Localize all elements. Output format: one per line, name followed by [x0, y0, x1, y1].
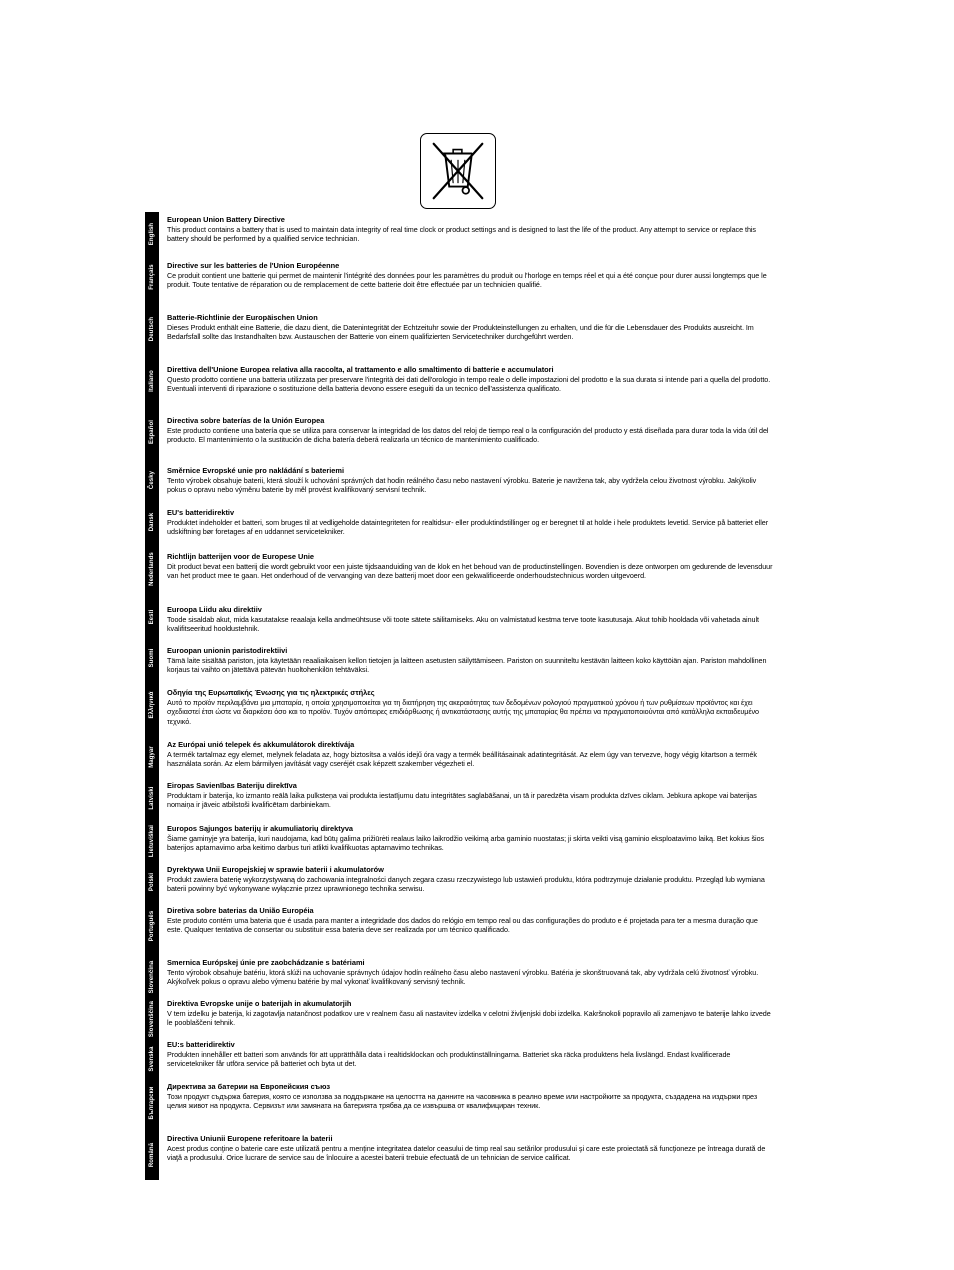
section-text: Toode sisaldab akut, mida kasutatakse reaalaja kella andmeühtsuse või toote sätete säilitamiseks. Aku on valmistatud kestma terve toote kasutusaja. Akut tohib hooldada või vahetada ainult kvalifitseeritud hooldustehnik.: [167, 614, 759, 634]
section-text: Este produto contém uma bateria que é usada para manter a integridade dos dados do relógio em tempo real ou das configurações do produto e é projetada para ter a mesma duração que este. Qualquer tentativa de consertar ou substituir essa bateria deve ser realizada por um técnico qualificado.: [167, 915, 758, 935]
section-text: This product contains a battery that is used to maintain data integrity of real time clock or product settings and is designed to last the life of the product. Any attempt to service or replace this battery should be performed by a qualified service technician.: [167, 224, 756, 244]
language-label: Suomi: [149, 648, 155, 668]
directive-section: [167, 313, 773, 342]
language-label: Slovenščina: [149, 1000, 155, 1038]
directive-section: [167, 740, 773, 769]
section-title: Οδηγία της Ευρωπαϊκής Ένωσης για τις ηλεκτρικές στήλες: [167, 688, 375, 697]
section-title: EU:s batteridirektiv: [167, 1040, 235, 1049]
section-text: Este producto contiene una batería que se utiliza para conservar la integridad de los datos del reloj de tiempo real o la configuración del producto y está diseñada para durar toda la vida útil del producto. El mantenimiento o la sustitución de dicha batería deberá realizarla un técnico de mantenimiento cualificado.: [167, 425, 769, 445]
language-label: Magyar: [149, 746, 155, 768]
section-text: Produktam ir baterija, ko izmanto reālā laika pulksteņa vai produkta iestatījumu datu integritātes saglabāšanai, un tā ir paredzēta visam produkta dzīves ciklam. Jebkura apkope vai baterijas nomaiņa ir jāveic atbilstoši kvalificētam darbiniekam.: [167, 790, 757, 810]
section-text: Tento výrobek obsahuje baterii, která slouží k uchování správných dat hodin reálného času nebo nastavení výrobku. Baterie je navržena tak, aby vydržela celou životnost výrobku. Jakýkoliv pokus o opravu nebo výměnu baterie by měl provést kvalifikovaný servisní technik.: [167, 475, 757, 495]
section-text: Šiame gaminyje yra baterija, kuri naudojama, kad būtų galima prižiūrėti realaus laiko laikrodžio veikimą arba gaminio nuostatas; ji skirta veikti visą gaminio eksploatavimo laiką. Bet kokius šios baterijos aptarnavimo arba keitimo darbus turi atlikti kvalifikuotas aptarnavimo technikas.: [167, 833, 765, 853]
language-label: Română: [149, 1142, 155, 1168]
section-title: Directiva sobre baterías de la Unión Europea: [167, 416, 325, 425]
language-label: Español: [149, 419, 155, 445]
language-label: Ελληνικά: [149, 691, 155, 719]
directive-section: [167, 261, 773, 290]
language-label: Português: [149, 910, 155, 942]
section-title: Richtlijn batterijen voor de Europese Unie: [167, 552, 315, 561]
section-title: Euroopan unionin paristodirektiivi: [167, 646, 288, 655]
section-text: Този продукт съдържа батерия, която се използва за поддържане на целостта на данните на часовника в реално време или настройките за продукта, създадена на издържи през целия живот на продукта. Сервизът или замяната на батерията трябва да се извършва от квалифициран техник.: [167, 1091, 758, 1111]
language-label: Nederlands: [149, 552, 155, 586]
directive-section: [167, 906, 773, 935]
directive-section: [167, 605, 773, 634]
directive-section: [167, 958, 773, 987]
language-label: Deutsch: [149, 316, 155, 342]
directive-section: [167, 215, 773, 244]
language-label: Česky: [149, 470, 155, 490]
section-text: V tem izdelku je baterija, ki zagotavlja natančnost podatkov ure v realnem času ali nastavitev izdelka v celotni življenjski dobi izdelka. Kakršnokoli popravilo ali zamenjavo te baterije lahko izvede le pooblaščeni tehnik.: [167, 1008, 771, 1028]
directive-section: [167, 1040, 773, 1069]
directive-section: [167, 999, 773, 1028]
section-title: EU's batteridirektiv: [167, 508, 235, 517]
section-title: Batterie-Richtlinie der Europäischen Union: [167, 313, 318, 322]
language-label: Lietuviškai: [149, 824, 155, 858]
directive-section: [167, 1134, 773, 1163]
section-title: Smernica Európskej únie pre zaobchádzanie s batériami: [167, 958, 365, 967]
section-title: Directive sur les batteries de l'Union Européenne: [167, 261, 340, 270]
directive-section: [167, 508, 773, 537]
section-text: Tämä laite sisältää pariston, jota käytetään reaaliaikaisen kellon tietojen ja laitteen asetusten säilyttämiseen. Pariston on suunniteltu kestävän laitteen koko käyttöiän ajan. Pariston mahdollinen korjaus tai vaihto on jätettävä pätevän huoltohenkilön tehtäväksi.: [167, 655, 767, 675]
section-text: Tento výrobok obsahuje batériu, ktorá slúži na uchovanie správnych údajov hodín reálneho času alebo nastavení výrobku. Batéria je skonštruovaná tak, aby vydržala celú životnosť výrobku. Akýkoľvek pokus o opravu alebo výmenu batérie by mal vykonať kvalifikovaný servisný technik.: [167, 967, 759, 987]
section-title: Az Európai unió telepek és akkumulátorok direktívája: [167, 740, 355, 749]
section-title: Eiropas Savienības Bateriju direktīva: [167, 781, 297, 790]
weee-logo: [420, 133, 496, 209]
language-label: Italiano: [149, 370, 155, 392]
language-label: Français: [149, 264, 155, 290]
language-sidebar: [145, 212, 159, 1180]
language-label: Dansk: [149, 512, 155, 532]
section-text: Questo prodotto contiene una batteria utilizzata per preservare l'integrità dei dati dell'orologio in tempo reale o delle impostazioni del prodotto e la sua durata si intende pari a quella del prodotto. Eventuali interventi di riparazione o sostituzione della batteria devono essere eseguiti da un tecnico dell'assistenza qualificato.: [167, 374, 771, 394]
language-label: Svenska: [149, 1046, 155, 1072]
directive-section: [167, 646, 773, 675]
section-title: Direttiva dell'Unione Europea relativa alla raccolta, al trattamento e allo smaltimento di batterie e accumulatori: [167, 365, 554, 374]
section-title: Europos Sąjungos baterijų ir akumuliatorių direktyva: [167, 824, 354, 833]
section-title: Direktiva Evropske unije o baterijah in akumulatorjih: [167, 999, 352, 1008]
section-text: Ce produit contient une batterie qui permet de maintenir l'intégrité des données pour les paramètres du produit ou l'horloge en temps réel et qui a été conçue pour durer aussi longtemps que le produit. Toute tentative de réparation ou de remplacement de cette batterie doit être effectuée par un technicien qualifié.: [167, 270, 767, 290]
language-label: Polski: [149, 872, 155, 892]
section-text: Dit product bevat een batterij die wordt gebruikt voor een juiste tijdsaanduiding van de klok en het behoud van de productinstellingen. Bovendien is deze ontworpen om gedurende de levensduur van het product mee te gaan. Het onderhoud of de vervanging van deze batterij moet door een gekwalificeerde onderhoudstechnicus worden uitgevoerd.: [167, 561, 773, 581]
directive-section: [167, 688, 773, 726]
directive-section: [167, 416, 773, 445]
language-label: Eesti: [149, 609, 155, 625]
crossed-out-wheelie-bin-icon: [421, 134, 495, 208]
language-label: Latviski: [149, 786, 155, 810]
section-title: Diretiva sobre baterias da União Européia: [167, 906, 314, 915]
directive-section: [167, 466, 773, 495]
directive-section: [167, 552, 773, 581]
directive-section: [167, 781, 773, 810]
section-text: Acest produs conţine o baterie care este utilizată pentru a menţine integritatea datelor ceasului de timp real sau setărilor produsului şi care este proiectată să funcţioneze pe întreaga durată de viaţă a produsului. Orice lucrare de service sau de înlocuire a acestei baterii trebuie efectuată de un tehnician de service calificat.: [167, 1143, 766, 1163]
section-text: A termék tartalmaz egy elemet, melynek feladata az, hogy biztosítsa a valós idejű óra vagy a termék beállításainak adatintegritását. Az elem úgy van tervezve, hogy végig kitartson a termék használata során. Az elem bármilyen javítását vagy cseréjét csak képzett szakember végezheti el.: [167, 749, 757, 769]
section-text: Αυτό το προϊόν περιλαμβάνει μια μπαταρία, η οποία χρησιμοποιείται για τη διατήρηση της ακεραιότητας των δεδομένων ρολογιού πραγματικού χρόνου ή των ρυθμίσεων προϊόντος και έχει σχεδιαστεί έτσι ώστε να διαρκέσει όσο και το προϊόν. Τυχόν απόπειρες επιδιόρθωσης ή αντικατάστασης αυτής της μπαταρίας θα πρέπει να πραγματοποιούνται από κατάλληλα εκπαιδευμένο τεχνικό.: [167, 697, 760, 726]
section-text: Produkt zawiera baterię wykorzystywaną do zachowania integralności danych zegara czasu rzeczywistego lub ustawień produktu, która podtrzymuje działanie produktu. Przegląd lub wymiana baterii powinny być wykonywane wyłącznie przez uprawnionego technika serwisu.: [167, 874, 765, 894]
section-title: Directiva Uniunii Europene referitoare la baterii: [167, 1134, 333, 1143]
directive-section: [167, 865, 773, 894]
section-text: Dieses Produkt enthält eine Batterie, die dazu dient, die Datenintegrität der Echtzeituhr sowie der Produkteinstellungen zu erhalten, und die für die Lebensdauer des Produkts ausreicht. Im Bedarfsfall sollte das Instandhalten bzw. Austauschen der Batterie von einem qualifizierten Servicetechniker durchgeführt werden.: [167, 322, 754, 342]
language-label: Slovenčina: [149, 960, 155, 994]
section-title: Směrnice Evropské unie pro nakládání s bateriemi: [167, 466, 345, 475]
section-text: Produktet indeholder et batteri, som bruges til at vedligeholde dataintegriteten for realtidsur- eller produktindstillinger og er beregnet til at holde i hele produktets levetid. Service på batteriet eller udskiftning bør foretages af en uddannet servicetekniker.: [167, 517, 769, 537]
language-label: Български: [149, 1086, 155, 1120]
section-title: European Union Battery Directive: [167, 215, 285, 224]
section-text: Produkten innehåller ett batteri som används för att upprätthålla data i realtidsklockan och produktinställningarna. Batteriet ska räcka produktens hela livslängd. Endast kvalificerade servicetekniker får utföra service på batteriet och byta ut det.: [167, 1049, 731, 1069]
section-title: Dyrektywa Unii Europejskiej w sprawie baterii i akumulatorów: [167, 865, 384, 874]
language-label: English: [149, 222, 155, 246]
directive-section: [167, 824, 773, 853]
section-title: Euroopa Liidu aku direktiiv: [167, 605, 262, 614]
section-title: Директива за батерии на Европейския съюз: [167, 1082, 331, 1091]
directive-section: [167, 365, 773, 394]
directive-section: [167, 1082, 773, 1111]
